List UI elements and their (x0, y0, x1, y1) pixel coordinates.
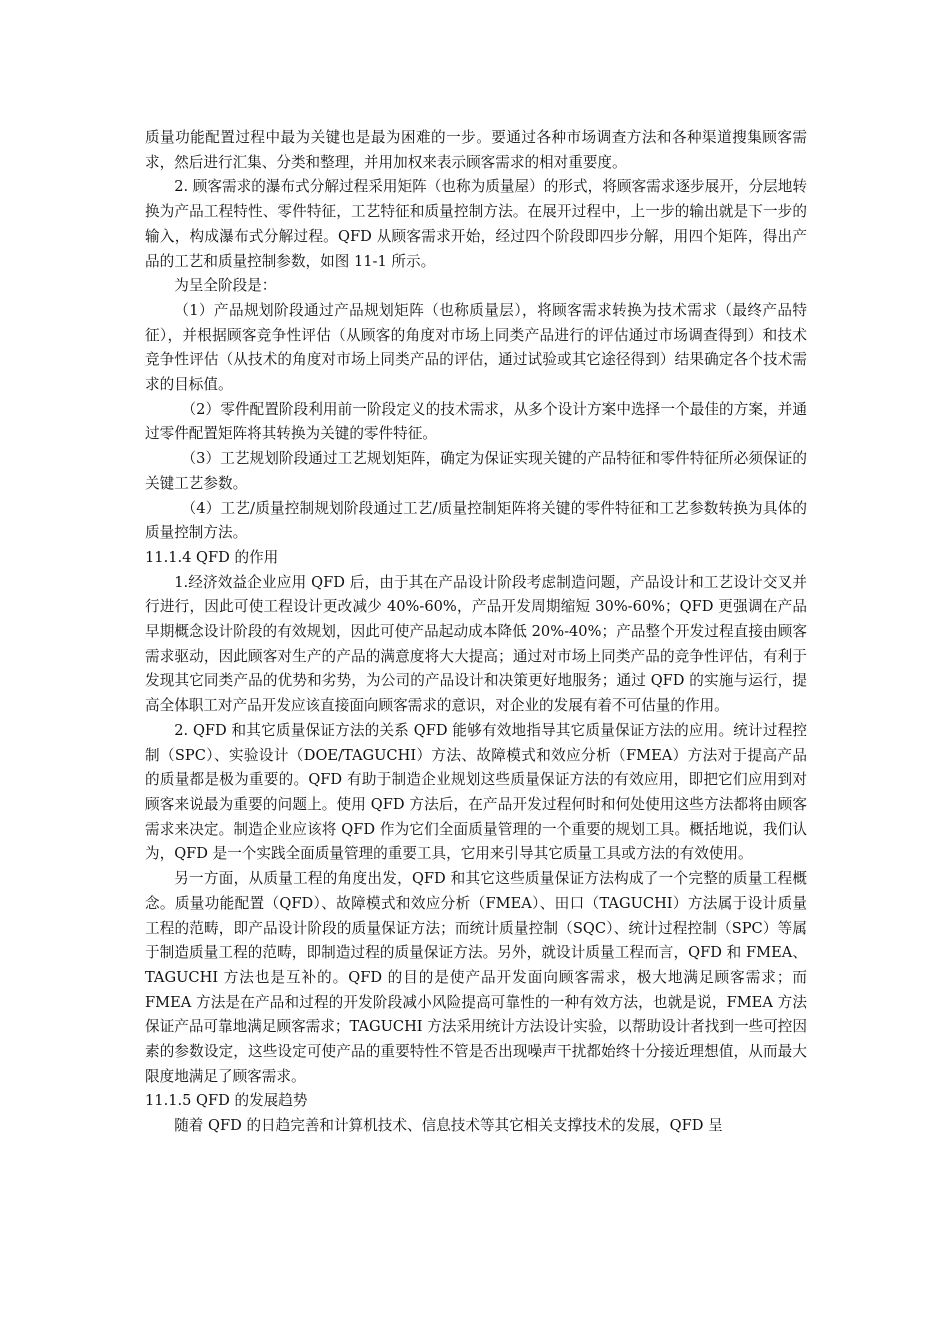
paragraph-quality-methods: 2. QFD 和其它质量保证方法的关系 QFD 能够有效地指导其它质量保证方法的应用。统计过程控制（SPC）、实验设计（DOE/TAGUCHI）方法、故障模式和效应分析（FMEA）方法对于提高产品的质量都是极为重要的。QFD 有助于制造企业规划这些质量保证方法的有效应用，即把它们应用到对顾客来说最为重要的问题上。使用 QFD 方法后，在产品开发过程何时和何处使用这些方法都将由顾客需求来决定。制造企业应该将 QFD 作为它们全面质量管理的一个重要的规划工具。概括地说，我们认为，QFD 是一个实践全面质量管理的重要工具，它用来引导其它质量工具或方法的有效使用。 (145, 721, 807, 863)
section-heading-qfd-trend: 11.1.5 QFD 的发展趋势 (145, 1092, 308, 1110)
paragraph-stage-1: （1）产品规划阶段通过产品规划矩阵（也称质量层），将顾客需求转换为技术需求（最终产品特征），并根据顾客竞争性评估（从顾客的角度对市场上同类产品进行的评估通过市场调查得到）和技术竞争性评估（从技术的角度对市场上同类产品的评估，通过试验或其它途径得到）结果确定各个技术需求的目标值。 (145, 301, 807, 394)
paragraph-stages-intro: 为呈全阶段是： (174, 277, 277, 295)
paragraph-quality-engineering: 另一方面，从质量工程的角度出发，QFD 和其它这些质量保证方法构成了一个完整的质量工程概念。质量功能配置（QFD）、故障模式和效应分析（FMEA）、田口（TAGUCHI）方法属于设计质量工程的范畴，即产品设计阶段的质量保证方法；而统计质量控制（SQC）、统计过程控制（SPC）等属于制造质量工程的范畴，即制造过程的质量保证方法。另外，就设计质量工程而言，QFD 和 FMEA、TAGUCHI 方法也是互补的。QFD 的目的是使产品开发面向顾客需求，极大地满足顾客需求；而 FMEA 方法是在产品和过程的开发阶段减小风险提高可靠性的一种有效方法，也就是说，FMEA 方法保证产品可靠地满足顾客需求；TAGUCHI 方法采用统计方法设计实验，以帮助设计者找到一些可控因素的参数设定，这些设定可使产品的重要特性不管是否出现噪声干扰都始终十分接近理想值，从而最大限度地满足了顾客需求。 (145, 870, 807, 1085)
paragraph-stage-3: （3）工艺规划阶段通过工艺规划矩阵，确定为保证实现关键的产品特征和零件特征所必须保证的关键工艺参数。 (145, 450, 807, 492)
paragraph-stage-2: （2）零件配置阶段利用前一阶段定义的技术需求，从多个设计方案中选择一个最佳的方案，并通过零件配置矩阵将其转换为关键的零件特征。 (145, 400, 807, 443)
paragraph-economic-benefit: 1.经济效益企业应用 QFD 后，由于其在产品设计阶段考虑制造问题，产品设计和工艺设计交叉并行进行，因此可使工程设计更改减少 40%-60%，产品开发周期缩短 30%-60%；QFD 更强调在产品早期概念设计阶段的有效规划，因此可使产品起动成本降低 20%-40%；产品整个开发过程直接由顾客需求驱动，因此顾客对生产的产品的满意度将大大提高；通过对市场上同类产品的竞争性评估，有利于发现其它同类产品的优势和劣势，为公司的产品设计和决策更好地服务；通过 QFD 的实施与运行，提高全体职工对产品开发应该直接面向顾客需求的意识，对企业的发展有着不可估量的作用。 (145, 573, 807, 715)
paragraph-intro: 质量功能配置过程中最为关键也是最为困难的一步。要通过各种市场调查方法和各种渠道搜集顾客需求，然后进行汇集、分类和整理，并用加权来表示顾客需求的相对重要度。 (145, 129, 807, 171)
paragraph-stage-4: （4）工艺/质量控制规划阶段通过工艺/质量控制矩阵将关键的零件特征和工艺参数转换为具体的质量控制方法。 (145, 499, 807, 542)
section-heading-qfd-role: 11.1.4 QFD 的作用 (145, 548, 279, 566)
document-page (145, 126, 807, 1139)
paragraph-waterfall-decomposition: 2. 顾客需求的瀑布式分解过程采用矩阵（也称为质量屋）的形式，将顾客需求逐步展开，分层地转换为产品工程特性、零件特征，工艺特征和质量控制方法。在展开过程中，上一步的输出就是下一步的输入，构成瀑布式分解过程。QFD 从顾客需求开始，经过四个阶段即四步分解，用四个矩阵，得出产品的工艺和质量控制参数，如图 11-1 所示。 (145, 178, 807, 270)
paragraph-trend-start: 随着 QFD 的日趋完善和计算机技术、信息技术等其它相关支撑技术的发展，QFD 呈 (174, 1117, 723, 1135)
